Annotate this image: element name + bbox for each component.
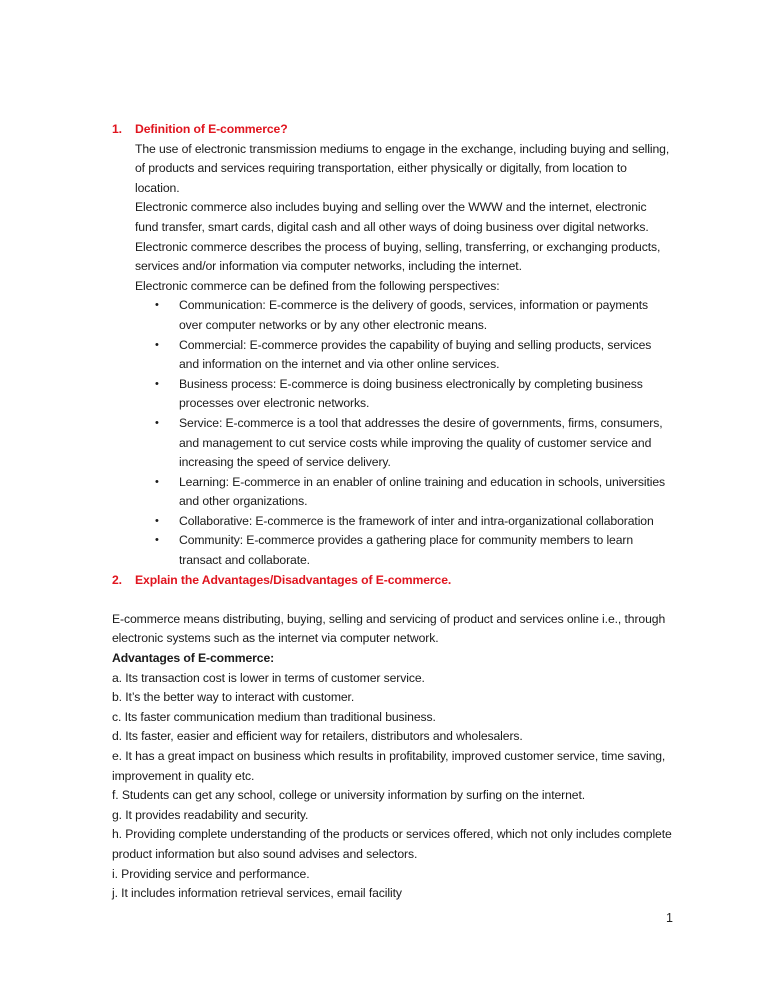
bullet-icon: • [155, 338, 159, 351]
page-content [112, 120, 672, 904]
list-item [155, 296, 672, 335]
bullet-icon: • [155, 514, 159, 527]
list-item [155, 375, 672, 414]
section-1-title: Definition of E-commerce? [135, 122, 288, 136]
bullet-icon: • [155, 416, 159, 429]
spacer [112, 590, 672, 610]
definition-paragraph-2: Electronic commerce also includes buying and selling over the WWW and the internet, electronic fund transfer, smart cards, digital cash and all other ways of doing business over digital networks. [135, 200, 649, 234]
list-item [155, 336, 672, 375]
bullet-icon: • [155, 377, 159, 390]
section-1-body [112, 140, 672, 297]
advantage-item: e. It has a great impact on business which results in profitability, improved customer service, time saving, improvement in quality etc. [112, 749, 666, 783]
bullet-icon: • [155, 299, 159, 312]
advantage-item: d. Its faster, easier and efficient way for retailers, distributors and wholesalers. [112, 729, 523, 744]
list-item-text: Learning: E-commerce in an enabler of online training and education in schools, universities and other organizations. [179, 474, 666, 509]
advantage-item: g. It provides readability and security. [112, 807, 309, 822]
section-2-title: Explain the Advantages/Disadvantages of E-commerce. [135, 572, 452, 587]
list-item [155, 512, 672, 532]
list-item-text: Commercial: E-commerce provides the capability of buying and selling products, services and information on the internet and via other online services. [179, 337, 652, 372]
list-item [155, 414, 672, 473]
section-1-number: 1. [112, 122, 122, 136]
bullet-icon: • [155, 534, 159, 547]
list-item-text: Community: E-commerce provides a gathering place for community members to learn transact and collaborate. [179, 533, 634, 568]
advantage-item: j. It includes information retrieval services, email facility [112, 886, 402, 901]
list-item [155, 531, 672, 570]
advantage-item: i. Providing service and performance. [112, 866, 310, 881]
section-2-body [112, 610, 682, 904]
list-item-text: Business process: E-commerce is doing business electronically by completing business processes over electronic networks. [179, 376, 643, 411]
advantage-item: b. It’s the better way to interact with customer. [112, 690, 355, 705]
section-2-heading [112, 571, 672, 591]
advantage-item: f. Students can get any school, college or university information by surfing on the internet. [112, 788, 586, 803]
ecommerce-intro-paragraph: E-commerce means distributing, buying, selling and servicing of product and services online i.e., through electronic systems such as the internet via computer network. [112, 611, 666, 646]
definition-paragraph-1: The use of electronic transmission mediums to engage in the exchange, including buying and selling, of products and services requiring transportation, either physically or digitally, from location to location. [135, 141, 670, 195]
advantages-heading: Advantages of E-commerce: [112, 651, 275, 666]
definition-paragraph-4: Electronic commerce can be defined from the following perspectives: [135, 278, 500, 293]
list-item-text: Collaborative: E-commerce is the framework of inter and intra-organizational collaboration [179, 513, 654, 528]
section-2-number: 2. [112, 572, 122, 587]
list-item-text: Service: E-commerce is a tool that addresses the desire of governments, firms, consumers, and management to cut service costs while improving the quality of customer service and increasing the speed of service delivery. [179, 415, 663, 470]
advantage-item: h. Providing complete understanding of the products or services offered, which not only includes complete product information but also sound advises and selectors. [112, 827, 672, 861]
section-1-heading [112, 120, 672, 140]
bullet-icon: • [155, 475, 159, 488]
advantage-item: c. Its faster communication medium than traditional business. [112, 709, 436, 724]
list-item [155, 473, 672, 512]
perspectives-list [112, 296, 672, 570]
advantage-item: a. Its transaction cost is lower in terms of customer service. [112, 670, 425, 685]
page-number: 1 [666, 911, 673, 925]
definition-paragraph-3: Electronic commerce describes the process of buying, selling, transferring, or exchanging products, services and/or information via computer networks, including the internet. [135, 239, 661, 274]
list-item-text: Communication: E-commerce is the delivery of goods, services, information or payments over computer networks or by any other electronic means. [179, 298, 649, 332]
